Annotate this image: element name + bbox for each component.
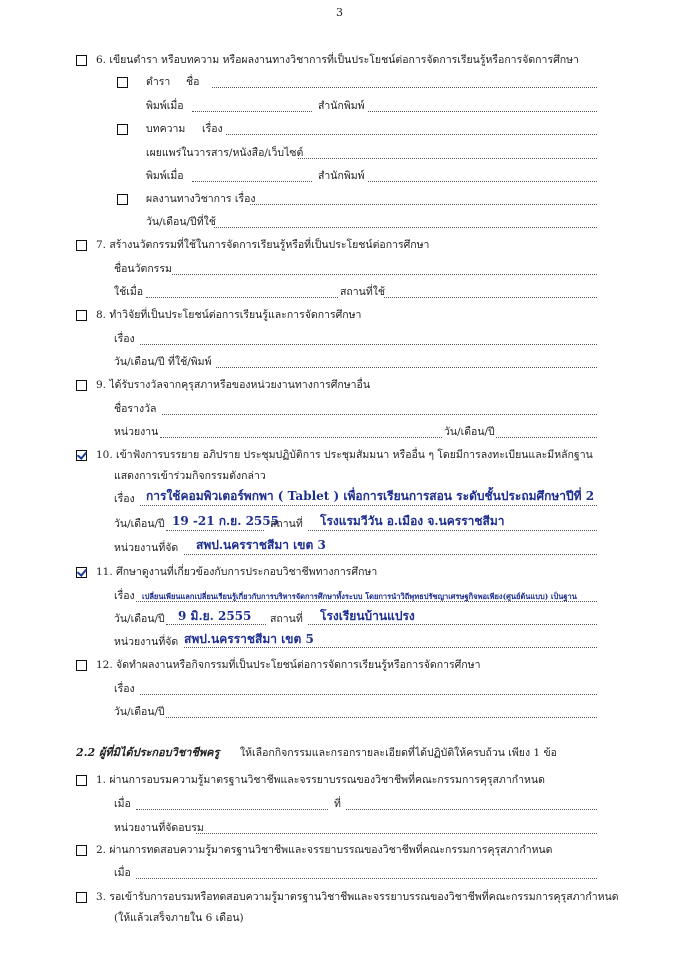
item10-place-field[interactable] [308, 530, 597, 531]
item11-place-value: โรงเรียนบ้านแปรง [320, 609, 415, 623]
item11-date-label: วัน/เดือน/ปี [114, 613, 165, 625]
item9-checkbox[interactable] [76, 380, 87, 391]
item6-printed2-field[interactable] [192, 181, 312, 182]
item11-organizer-field[interactable] [184, 647, 597, 648]
item7-checkbox[interactable] [76, 240, 87, 251]
option2-when-field[interactable] [136, 878, 597, 879]
item12-date-field[interactable] [166, 717, 597, 718]
item6-published-in-field[interactable] [298, 158, 597, 159]
item8-subject-field[interactable] [140, 344, 597, 345]
item11-place-field[interactable] [308, 624, 597, 625]
item10-label-cont: แสดงการเข้าร่วมกิจกรรมดังกล่าว [114, 470, 266, 482]
option2-when-label: เมื่อ [114, 867, 131, 879]
page-number: 3 [336, 6, 343, 19]
item7-place-field[interactable] [384, 297, 597, 298]
item12-label: 12. จัดทำผลงานหรือกิจกรรมที่เป็นประโยชน์ต่อการจัดการเรียนรู้หรือการจัดการศึกษา [96, 659, 481, 671]
item9-date-field[interactable] [496, 437, 597, 438]
item10-place-value: โรงแรมวีวัน อ.เมือง จ.นครราชสีมา [320, 514, 505, 528]
item9-label: 9. ได้รับรางวัลจากคุรุสภาหรือของหน่วยงานทางการศึกษาอื่น [96, 379, 371, 391]
item6-textbook-checkbox[interactable] [117, 77, 128, 88]
option1-when-field[interactable] [136, 809, 328, 810]
item11-label: 11. ศึกษาดูงานที่เกี่ยวข้องกับการประกอบวิชาชีพทางการศึกษา [96, 566, 378, 578]
item7-used-when-label: ใช้เมื่อ [114, 286, 144, 298]
item9-award-field[interactable] [162, 414, 597, 415]
item6-academic-label: ผลงานทางวิชาการ เรื่อง [146, 193, 256, 205]
item6-printed-label: พิมพ์เมื่อ [146, 100, 184, 112]
item11-place-label: สถานที่ [270, 613, 303, 625]
item11-subject-value: เปลี่ยนเพียนแลกเปลี่ยนเรียนรู้เกี่ยวกับการบริหารจัดการศึกษาทั้งระบบ โดยการนำวิถีพุทธปรัชญาเศรษฐกิจพอเพียง(ศูนย์ต้นแบบ) เป็นฐาน [142, 592, 577, 601]
option2-checkbox[interactable] [76, 845, 87, 856]
item10-date-label: วัน/เดือน/ปี [114, 518, 165, 530]
item7-used-when-field[interactable] [146, 297, 338, 298]
item8-subject-label: เรื่อง [114, 333, 135, 345]
item11-subject-label: เรื่อง [114, 590, 135, 602]
item6-publisher-field[interactable] [368, 111, 597, 112]
item11-date-field[interactable] [166, 624, 266, 625]
item6-published-in-label: เผยแพร่ในวารสาร/หนังสือ/เว็บไซต์ [146, 147, 304, 159]
item11-organizer-value: สพป.นครราชสีมา เขต 5 [184, 632, 314, 646]
item10-organizer-label: หน่วยงานที่จัด [114, 542, 179, 554]
item8-date-field[interactable] [216, 367, 597, 368]
option1-when-label: เมื่อ [114, 798, 131, 810]
option3-label: 3. รอเข้ารับการอบรมหรือทดสอบความรู้มาตรฐานวิชาชีพและจรรยาบรรณของวิชาชีพที่คณะกรรมการคุรุสภากำหนด [96, 891, 619, 903]
item9-award-label: ชื่อรางวัล [114, 403, 157, 415]
section-2-2-heading: 2.2 ผู้ที่มิได้ประกอบวิชาชีพครู [76, 746, 220, 759]
item7-innovation-label: ชื่อนวัตกรรม [114, 263, 172, 275]
option3-checkbox[interactable] [76, 892, 87, 903]
item6-publisher2-label: สำนักพิมพ์ [318, 170, 365, 182]
item12-subject-label: เรื่อง [114, 683, 135, 695]
item6-date-used-label: วัน/เดือน/ปีที่ใช้ [146, 216, 216, 228]
item6-label: 6. เขียนตำรา หรือบทความ หรือผลงานทางวิชาการที่เป็นประโยชน์ต่อการจัดการเรียนรู้หรือการจัดการศึกษา [96, 54, 579, 66]
option1-at-field[interactable] [346, 809, 597, 810]
item6-checkbox[interactable] [76, 55, 87, 66]
item10-place-label: สถานที่ [270, 518, 303, 530]
item10-label: 10. เข้าฟังการบรรยาย อภิปราย ประชุมปฏิบัติการ ประชุมสัมมนา หรืออื่น ๆ โดยมีการลงทะเบียนและมีหลักฐาน [96, 449, 593, 461]
option1-agency-field[interactable] [196, 833, 597, 834]
item10-subject-label: เรื่อง [114, 493, 135, 505]
item12-date-label: วัน/เดือน/ปี [114, 706, 165, 718]
item10-checkbox[interactable] [76, 450, 87, 461]
item8-label: 8. ทำวิจัยที่เป็นประโยชน์ต่อการเรียนรู้และการจัดการศึกษา [96, 309, 362, 321]
item9-date-label: วัน/เดือน/ปี [444, 426, 495, 438]
option1-agency-label: หน่วยงานที่จัดอบรม [114, 822, 204, 834]
item11-date-value: 9 มิ.ย. 2555 [178, 609, 252, 623]
item12-checkbox[interactable] [76, 660, 87, 671]
item6-article-checkbox[interactable] [117, 124, 128, 135]
option1-at-label: ที่ [334, 798, 341, 810]
item10-organizer-field[interactable] [184, 554, 597, 555]
item8-checkbox[interactable] [76, 310, 87, 321]
item7-innovation-field[interactable] [172, 274, 597, 275]
option2-label: 2. ผ่านการทดสอบความรู้มาตรฐานวิชาชีพและจรรยาบรรณของวิชาชีพที่คณะกรรมการคุรุสภากำหนด [96, 844, 553, 856]
item6-article-subject-field[interactable] [226, 134, 597, 135]
item12-subject-field[interactable] [140, 694, 597, 695]
item6-name-label: ชื่อ [186, 76, 200, 88]
item9-agency-field[interactable] [160, 437, 442, 438]
item6-article-subject-label: เรื่อง [202, 123, 223, 135]
option1-checkbox[interactable] [76, 775, 87, 786]
item6-date-used-field[interactable] [214, 227, 597, 228]
item7-place-label: สถานที่ใช้ [340, 286, 386, 298]
item6-publisher-label: สำนักพิมพ์ [318, 100, 365, 112]
item6-article-label: บทความ [146, 123, 186, 135]
item6-printed-field[interactable] [192, 111, 312, 112]
item6-publisher2-field[interactable] [368, 181, 597, 182]
item7-label: 7. สร้างนวัตกรรมที่ใช้ในการจัดการเรียนรู้หรือที่เป็นประโยชน์ต่อการศึกษา [96, 239, 430, 251]
item10-subject-field[interactable] [140, 505, 597, 506]
item10-date-value: 19 -21 ก.ย. 2555 [172, 514, 279, 528]
option3-note: (ให้แล้วเสร็จภายใน 6 เดือน) [114, 912, 244, 924]
item6-printed2-label: พิมพ์เมื่อ [146, 170, 184, 182]
item6-name-field[interactable] [212, 87, 597, 88]
item8-date-label: วัน/เดือน/ปี ที่ใช้/พิมพ์ [114, 356, 212, 368]
item6-academic-checkbox[interactable] [117, 194, 128, 205]
item11-checkbox[interactable] [76, 567, 87, 578]
item10-organizer-value: สพป.นครราชสีมา เขต 3 [196, 538, 326, 552]
item10-subject-value: การใช้คอมพิวเตอร์พกพา ( Tablet ) เพื่อการเรียนการสอน ระดับชั้นประถมศึกษาปีที่ 2 [146, 489, 595, 503]
section-2-2-instruction: ให้เลือกกิจกรรมและกรอกรายละเอียดที่ได้ปฏิบัติให้ครบถ้วน เพียง 1 ข้อ [240, 747, 557, 759]
item10-date-field[interactable] [166, 530, 264, 531]
item6-academic-field[interactable] [250, 204, 597, 205]
item9-agency-label: หน่วยงาน [114, 426, 159, 438]
item11-organizer-label: หน่วยงานที่จัด [114, 636, 179, 648]
item6-textbook-label: ตำรา [146, 76, 171, 88]
option1-label: 1. ผ่านการอบรมความรู้มาตรฐานวิชาชีพและจรรยาบรรณของวิชาชีพที่คณะกรรมการคุรุสภากำหนด [96, 774, 545, 786]
